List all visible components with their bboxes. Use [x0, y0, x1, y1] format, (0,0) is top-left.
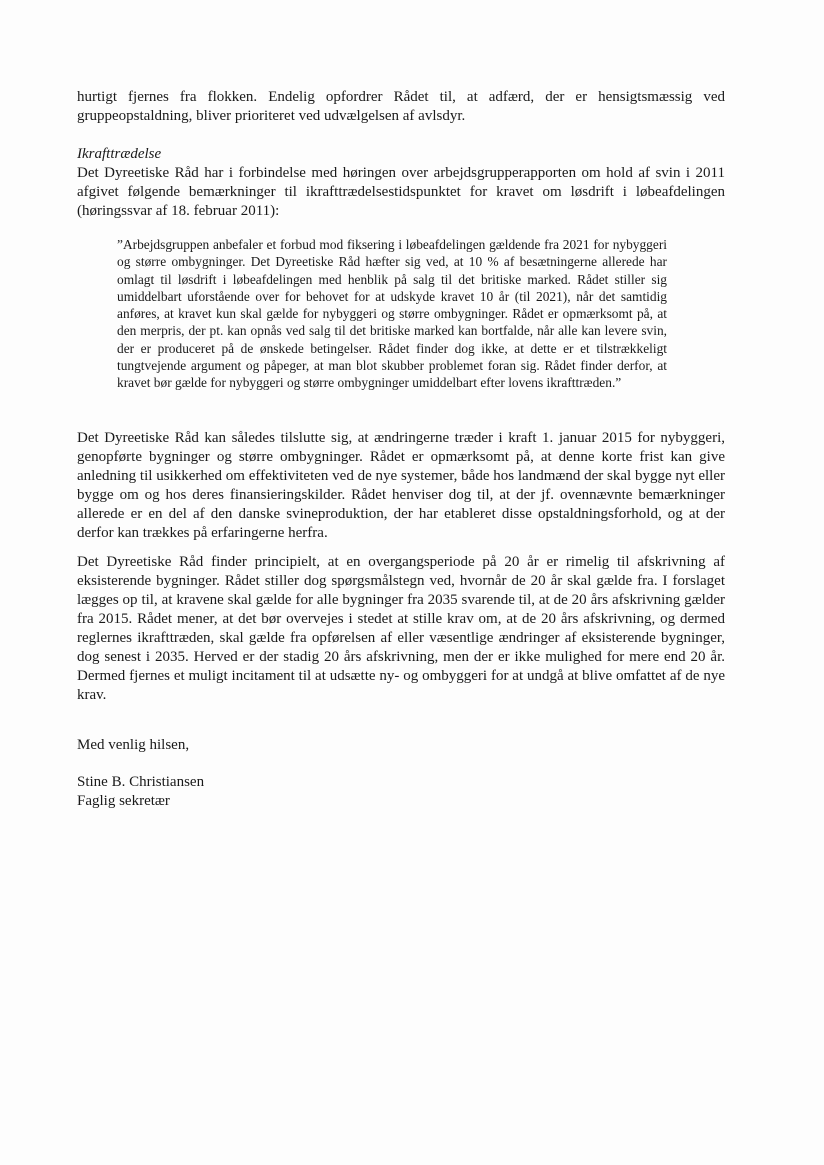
- signer-name: Stine B. Christiansen: [77, 774, 205, 790]
- section-heading: Ikrafttrædelse: [77, 146, 162, 162]
- quoted-statement: ”Arbejdsgruppen anbefaler et forbud mod fiksering i løbeafdelingen gældende fra 2021 for nybyggeri og større ombygninger. Det Dyreetiske Råd hæfter sig ved, at 10 % af besætningerne allerede har omlagt til løsdrift i løbeafdelingen med henblik på salg til det britiske marked. Rådet stiller sig umiddelbart uforstående over for behovet for at udskyde kravet 10 år (til 2021), når det samtidig anføres, at kravet kun skal gælde for nybyggeri og større ombygninger. Rådet er opmærksomt på, at den merpris, der pt. kan opnås ved salg til det britiske marked kan bortfalde, når alle kan levere svin, der er produceret på de ønskede betingelser. Rådet finder dog ikke, at dette er et tilstrækkeligt tungtvejende argument og påpeger, at man blot skubber problemet foran sig. Rådet finder derfor, at kravet bør gælde for nybyggeri og større ombygninger umiddelbart efter lovens ikrafttræden.”: [117, 237, 667, 391]
- closing-greeting: Med venlig hilsen,: [77, 737, 190, 753]
- paragraph-entry-into-force: Det Dyreetiske Råd kan således tilslutte sig, at ændringerne træder i kraft 1. januar 2015 for nybyggeri, genopførte bygninger og større ombygninger. Rådet er opmærksomt på, at denne korte frist kan give anledning til usikkerhed om effektiviteten ved de nye systemer, både hos landmænd der skal bygge nyt eller bygge om og hos deres finansieringskilder. Rådet henviser dog til, at der jf. ovennævnte bemærkninger allerede er en del af den danske svineproduktion, der har etableret disse opstaldningsforhold, og at der derfor kan trækkes på erfaringerne herfra.: [77, 430, 725, 541]
- section-intro-paragraph: Det Dyreetiske Råd har i forbindelse med høringen over arbejdsgrupperapporten om hold af svin i 2011 afgivet følgende bemærkninger til ikrafttrædelsestidspunktet for kravet om løsdrift i løbeafdelingen (høringssvar af 18. februar 2011):: [77, 165, 725, 219]
- signer-title: Faglig sekretær: [77, 793, 170, 809]
- section-ikrafttraedelse: [77, 145, 725, 221]
- paragraph-transition-period: Det Dyreetiske Råd finder principielt, at en overgangsperiode på 20 år er rimelig til afskrivning af eksisterende bygninger. Rådet stiller dog spørgsmålstegn ved, hvornår de 20 år skal gælde fra. I forslaget lægges op til, at kravene skal gælde for alle bygninger fra 2035 svarende til, at de 20 års afskrivning gælder fra 2015. Rådet mener, at det bør overvejes i stedet at stille krav om, at de 20 års afskrivning, og dermed reglernes ikrafttræden, skal gælde fra opførelsen af eller væsentlige ændringer af eksisterende bygninger, dog senest i 2035. Herved er der stadig 20 års afskrivning, men der er ikke mulighed for mere end 20 år. Dermed fjernes et muligt incitament til at udsætte ny- og ombyggeri for at undgå at blive omfattet af de nye krav.: [77, 554, 725, 703]
- continuation-paragraph: hurtigt fjernes fra flokken. Endelig opfordrer Rådet til, at adfærd, der er hensigtsmæssig ved gruppeopstaldning, bliver prioriteret ved udvælgelsen af avlsdyr.: [77, 89, 725, 124]
